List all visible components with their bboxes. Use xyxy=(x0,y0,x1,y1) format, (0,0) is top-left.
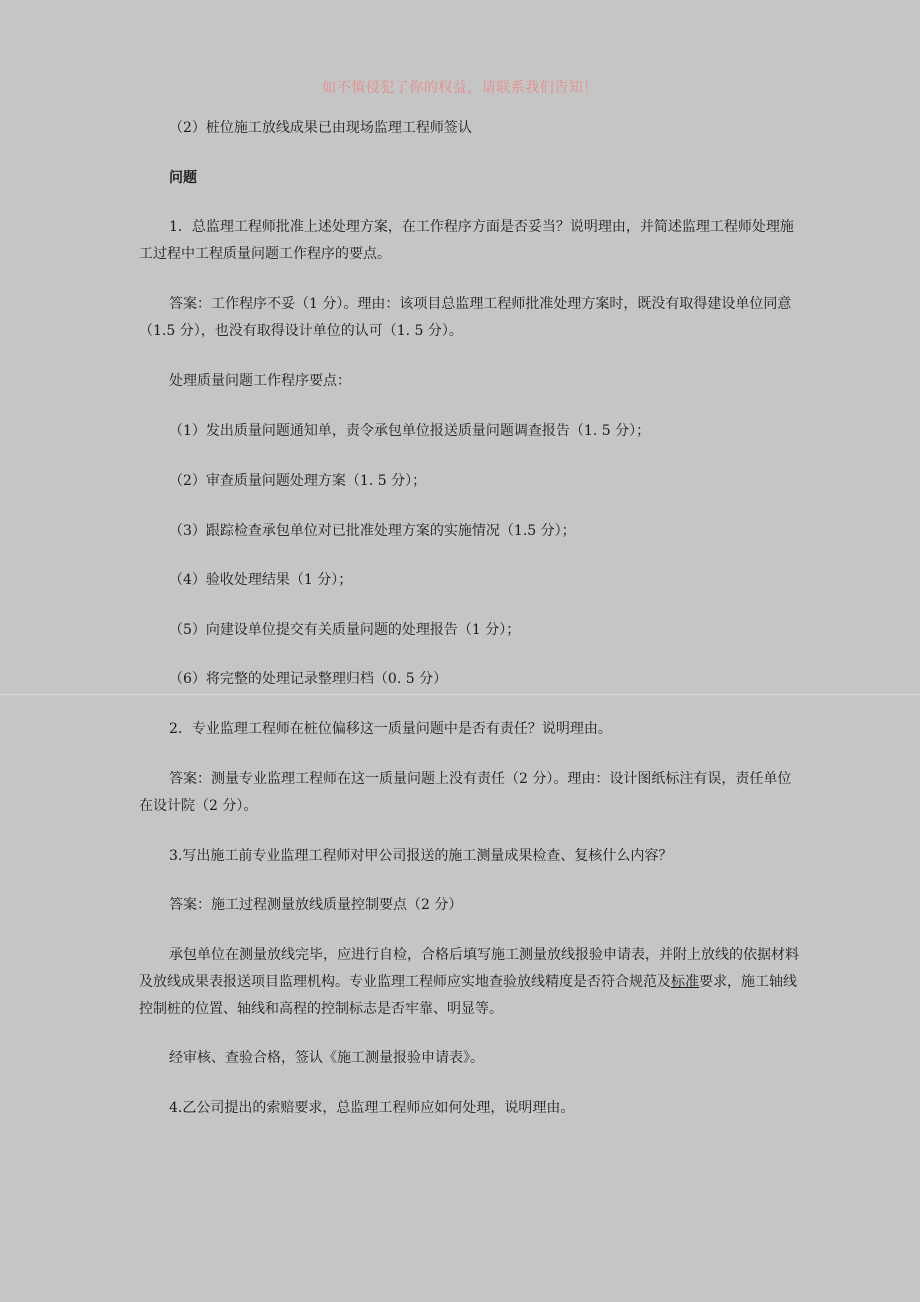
section-heading-questions: 问题 xyxy=(169,170,197,186)
procedure-item-5: （5）向建设单位提交有关质量问题的处理报告（1 分）； xyxy=(169,622,521,638)
question-2: 2．专业监理工程师在桩位偏移这一质量问题中是否有责任？说明理由。 xyxy=(169,721,612,737)
answer-1: 答案：工作程序不妥（1 分）。理由：该项目总监理工程师批准处理方案时，既没有取得建设单位同意（1.5 分），也没有取得设计单位的认可（1. 5 分）。 xyxy=(139,296,792,339)
procedure-item-1: （1）发出质量问题通知单，责令承包单位报送质量问题调查报告（1. 5 分）； xyxy=(169,423,651,439)
underlined-term-standard: 标准 xyxy=(671,974,699,990)
watermark-notice: 如不慎侵犯了你的权益，请联系我们告知！ xyxy=(322,80,598,96)
answer-2: 答案：测量专业监理工程师在这一质量问题上没有责任（2 分）。理由：设计图纸标注有误，责任单位在设计院（2 分）。 xyxy=(139,771,792,814)
question-4: 4.乙公司提出的索赔要求，总监理工程师应如何处理，说明理由。 xyxy=(169,1100,575,1116)
procedure-item-6: （6）将完整的处理记录整理归档（0. 5 分） xyxy=(169,671,448,687)
approval-statement: 经审核、查验合格，签认《施工测量报验申请表》。 xyxy=(169,1050,484,1066)
procedure-item-3: （3）跟踪检查承包单位对已批准处理方案的实施情况（1.5 分）； xyxy=(169,523,576,539)
answer-3-heading: 答案：施工过程测量放线质量控制要点（2 分） xyxy=(169,897,463,913)
procedure-item-4: （4）验收处理结果（1 分）； xyxy=(169,572,353,588)
procedure-points-heading: 处理质量问题工作程序要点： xyxy=(169,373,351,389)
page-divider xyxy=(0,694,920,695)
answer-3-body-part-1: 承包单位在测量放线完毕，应进行自检，合格后填写施工测量放线报验申请表，并附上放线的依据材料及放线成果表报送项目监理机构。专业监理工程师应实地查验放线精度是否符合规范及 xyxy=(139,947,799,990)
paragraph-pile-layout-signed: （2）桩位施工放线成果已由现场监理工程师签认 xyxy=(169,120,472,136)
answer-3-body-part-2: 要求，施工轴线控制桩的位置、轴线和高程的控制标志是否牢靠、明显等。 xyxy=(139,974,797,1017)
procedure-item-2: （2）审查质量问题处理方案（1. 5 分）； xyxy=(169,473,427,489)
question-1: 1．总监理工程师批准上述处理方案，在工作程序方面是否妥当？说明理由，并简述监理工程师处理施工过程中工程质量问题工作程序的要点。 xyxy=(139,219,794,262)
question-3: 3.写出施工前专业监理工程师对甲公司报送的施工测量成果检查、复核什么内容？ xyxy=(169,848,673,864)
answer-3-body xyxy=(139,942,803,1023)
